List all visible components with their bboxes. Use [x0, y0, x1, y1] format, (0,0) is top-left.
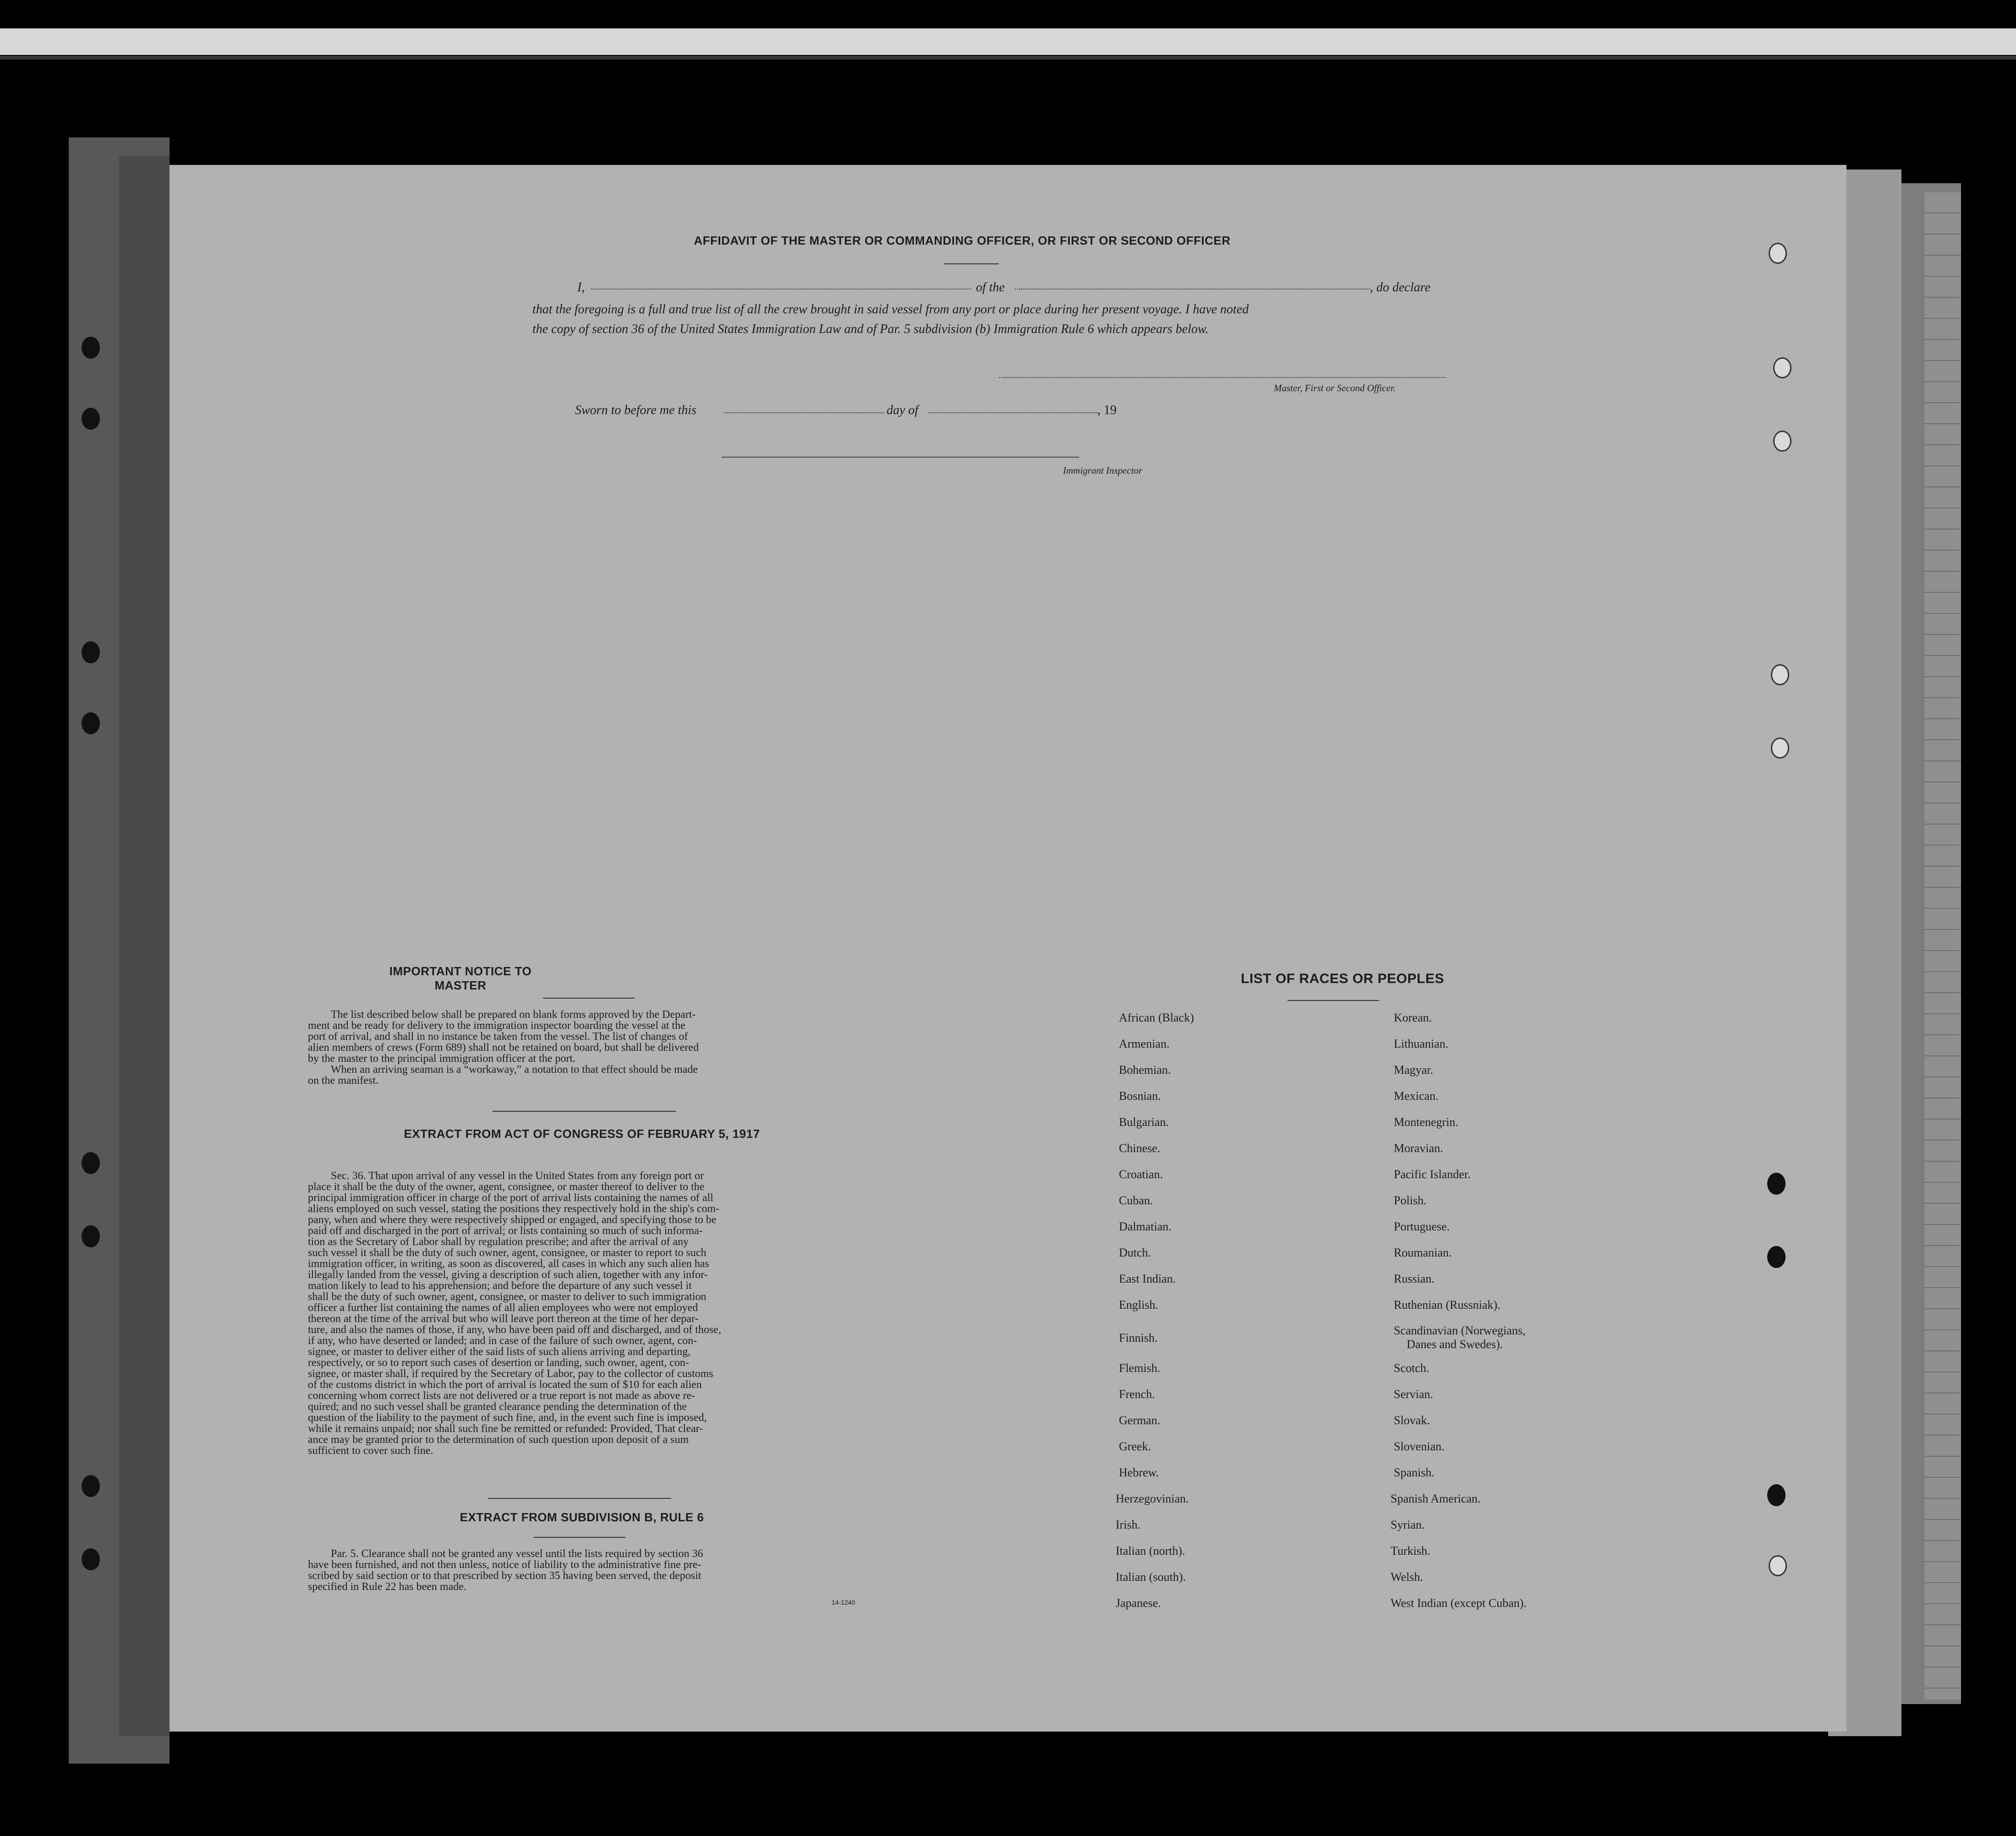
- race-item: Scotch.: [1394, 1361, 1430, 1375]
- page-hole: [1773, 431, 1791, 452]
- inspector-signature-label: Immigrant Inspector: [1063, 465, 1143, 476]
- section-36-line: thereon at the time of the arrival but who will leave port thereon at the time of her depar-: [308, 1313, 699, 1325]
- divider: [543, 998, 635, 999]
- affidavit-title: AFFIDAVIT OF THE MASTER OR COMMANDING OFFICER, OR FIRST OR SECOND OFFICER: [694, 234, 1231, 247]
- master-signature-line[interactable]: [999, 377, 1446, 378]
- form-code: 14-1240: [832, 1599, 855, 1606]
- section-36-line: while it remains unpaid; nor shall such fine be remitted or refunded: Provided, That clear-: [308, 1423, 703, 1435]
- section-36-line: ture, and also the names of those, if any, who have been paid off and discharged, and of those,: [308, 1324, 721, 1336]
- divider: [488, 1498, 671, 1499]
- day-of-label: day of: [887, 403, 919, 417]
- race-item: Italian (north).: [1116, 1544, 1185, 1557]
- section-36-line: officer a further list containing the names of all alien employees who were not employed: [308, 1302, 698, 1314]
- divider: [944, 263, 999, 264]
- section-36-line: aliens employed on such vessel, stating the positions they respectively hold in the ship's com-: [308, 1203, 720, 1215]
- page-hole: [1767, 1484, 1786, 1506]
- section-36-line: if any, who have deserted or landed; and in case of the failure of such owner, agent, con-: [308, 1335, 697, 1347]
- section-36-line: Sec. 36. That upon arrival of any vessel in the United States from any foreign port or: [331, 1170, 704, 1182]
- section-36-line: paid off and discharged in the port of arrival; or lists containing so much of such informa-: [308, 1225, 703, 1237]
- divider: [1287, 1000, 1379, 1001]
- notice-line: When an arriving seaman is a “workaway,” a notation to that effect should be made: [331, 1064, 698, 1076]
- section-36-line: quired; and no such vessel shall be granted clearance pending the determination of the: [308, 1401, 687, 1413]
- section-36-line: tion as the Secretary of Labor shall by regulation prescribe; and after the arrival of any: [308, 1236, 689, 1248]
- race-item: Cuban.: [1119, 1194, 1153, 1207]
- rule-6-line: specified in Rule 22 has been made.: [308, 1581, 466, 1593]
- section-36-line: immigration officer, in writing, as soon as discovered, all cases in which any such alien has: [308, 1258, 709, 1270]
- race-item: Chinese.: [1119, 1142, 1161, 1155]
- race-item: Bosnian.: [1119, 1089, 1161, 1103]
- section-36-line: concerning whom correct lists are not delivered or a true report is not made as above re-: [308, 1390, 696, 1402]
- race-item: Welsh.: [1391, 1570, 1423, 1584]
- race-item: Greek.: [1119, 1440, 1151, 1453]
- race-item: Servian.: [1394, 1388, 1433, 1401]
- race-item: Pacific Islander.: [1394, 1168, 1471, 1181]
- scanner-top-bar: [0, 28, 2016, 55]
- section-36-line: pany, when and where they were respectively shipped or engaged, and specifying those to be: [308, 1214, 717, 1226]
- inspector-signature-line[interactable]: [722, 457, 1079, 458]
- section-36-line: ance may be granted prior to the determination of such question upon deposit of a sum: [308, 1434, 689, 1446]
- section-36-line: place it shall be the duty of the owner, agent, consignee, or master thereof to deliver to the: [308, 1181, 705, 1193]
- page-hole: [1771, 738, 1789, 759]
- binder-hole: [82, 641, 100, 663]
- race-item: Turkish.: [1391, 1544, 1430, 1557]
- race-item: West Indian (except Cuban).: [1391, 1596, 1527, 1610]
- race-item: Japanese.: [1116, 1596, 1161, 1610]
- notice-line: port of arrival, and shall in no instance be taken from the vessel. The list of changes of: [308, 1031, 688, 1043]
- race-item: Flemish.: [1119, 1361, 1161, 1375]
- race-item: African (Black): [1119, 1011, 1194, 1024]
- race-item: Roumanian.: [1394, 1246, 1452, 1259]
- section-36-line: sufficient to cover such fine.: [308, 1445, 433, 1457]
- race-item: Finnish.: [1119, 1331, 1158, 1344]
- rule-6-text: [308, 1548, 860, 1592]
- race-item: French.: [1119, 1388, 1155, 1401]
- page-hole: [1769, 1555, 1787, 1576]
- race-item: Portuguese.: [1394, 1220, 1450, 1233]
- section-36-line: of the customs district in which the port of arrival is located the sum of $10 for each alien: [308, 1379, 702, 1391]
- race-item: Spanish American.: [1391, 1492, 1481, 1505]
- race-item: Magyar.: [1394, 1063, 1433, 1076]
- section-36-line: principal immigration officer in charge of the port of arrival lists containing the names of all: [308, 1192, 713, 1204]
- race-item: East Indian.: [1119, 1272, 1176, 1285]
- affidavit-declare: , do declare: [1370, 280, 1430, 295]
- binder-hole: [82, 1475, 100, 1497]
- race-item: Bulgarian.: [1119, 1115, 1169, 1129]
- section-36-line: such vessel it shall be the duty of such owner, agent, consignee, or master to report to such: [308, 1247, 707, 1259]
- extract-act-title: EXTRACT FROM ACT OF CONGRESS OF FEBRUARY 5, 1917: [404, 1127, 760, 1141]
- section-36-line: signee, or master to deliver either of the said lists of such aliens arriving and departing,: [308, 1346, 691, 1358]
- race-item: Slovak.: [1394, 1414, 1430, 1427]
- divider: [493, 1111, 676, 1112]
- binder-hole: [82, 408, 100, 430]
- binder-hole: [82, 1225, 100, 1247]
- race-item: German.: [1119, 1414, 1161, 1427]
- race-item: Slovenian.: [1394, 1440, 1445, 1453]
- affidavit-of-the: of the: [976, 280, 1005, 295]
- binder-edge: [119, 156, 170, 1736]
- race-item: Hebrew.: [1119, 1466, 1159, 1479]
- name-blank[interactable]: [591, 289, 971, 290]
- sworn-day-blank[interactable]: [724, 412, 884, 413]
- year-label: , 19: [1097, 403, 1117, 417]
- extract-rule-title: EXTRACT FROM SUBDIVISION B, RULE 6: [460, 1510, 704, 1524]
- notice-line: alien members of crews (Form 689) shall not be retained on board, but shall be delivered: [308, 1042, 699, 1054]
- notice-line: on the manifest.: [308, 1075, 378, 1087]
- notice-line: ment and be ready for delivery to the immigration inspector boarding the vessel at the: [308, 1020, 685, 1032]
- race-item: Spanish.: [1394, 1466, 1435, 1479]
- section-36-line: signee, or master shall, if required by the Secretary of Labor, pay to the collector of customs: [308, 1368, 713, 1380]
- scanner-top-edge: [0, 56, 2016, 60]
- race-item: Herzegovinian.: [1116, 1492, 1189, 1505]
- race-item: Lithuanian.: [1394, 1037, 1449, 1050]
- notice-line: by the master to the principal immigration officer at the port.: [308, 1053, 576, 1065]
- divider: [534, 1537, 625, 1538]
- race-item: Korean.: [1394, 1011, 1432, 1024]
- affidavit-text-line: the copy of section 36 of the United States Immigration Law and of Par. 5 subdivision (b) Immigration Rule 6 which appears below.: [532, 322, 1209, 336]
- section-36-line: respectively, or so to report such cases of desertion or landing, such owner, agent, con-: [308, 1357, 689, 1369]
- rule-6-line: have been furnished, and not then unless, notice of liability to the administrative fine pre-: [308, 1559, 701, 1571]
- race-item: English.: [1119, 1298, 1158, 1311]
- binder-hole: [82, 712, 100, 734]
- page-hole: [1767, 1246, 1786, 1268]
- page-hole: [1773, 357, 1791, 378]
- race-item: Dalmatian.: [1119, 1220, 1172, 1233]
- affidavit-text-line: that the foregoing is a full and true list of all the crew brought in said vessel from any port or place during her present voyage. I have noted: [532, 302, 1249, 317]
- notice-title: IMPORTANT NOTICE TO MASTER: [389, 964, 532, 992]
- master-signature-label: Master, First or Second Officer.: [1274, 382, 1396, 393]
- race-item: Dutch.: [1119, 1246, 1151, 1259]
- section-36-line: illegally landed from the vessel, giving a description of such alien, together with any infor-: [308, 1269, 708, 1281]
- rule-6-line: scribed by said section or to that prescribed by section 35 having been served, the deposit: [308, 1570, 701, 1582]
- race-item: Scandinavian (Norwegians,: [1394, 1324, 1526, 1337]
- section-36-line: shall be the duty of such owner, agent, consignee, or master to deliver to such immigration: [308, 1291, 707, 1303]
- ledger-edge: [1924, 192, 1961, 1699]
- race-item: Croatian.: [1119, 1168, 1163, 1181]
- section-36-line: mation likely to lead to his apprehension; and before the departure of any such vessel it: [308, 1280, 692, 1292]
- page-hole: [1769, 243, 1787, 264]
- binder-hole: [82, 337, 100, 359]
- section-36-text: [308, 1170, 860, 1456]
- race-item: Ruthenian (Russniak).: [1394, 1298, 1501, 1311]
- notice-line: The list described below shall be prepared on blank forms approved by the Depart-: [331, 1009, 696, 1021]
- affidavit-i: I,: [577, 280, 585, 295]
- rule-6-line: Par. 5. Clearance shall not be granted any vessel until the lists required by section 36: [331, 1548, 703, 1560]
- manifest-page: [170, 165, 1846, 1732]
- race-item: Syrian.: [1391, 1518, 1425, 1531]
- sworn-month-blank[interactable]: [928, 412, 1097, 413]
- vessel-blank[interactable]: [1015, 289, 1370, 290]
- race-item: Armenian.: [1119, 1037, 1170, 1050]
- races-title: LIST OF RACES OR PEOPLES: [1241, 971, 1444, 986]
- notice-text: [308, 1009, 860, 1086]
- page-hole: [1771, 664, 1789, 685]
- race-item: Irish.: [1116, 1518, 1141, 1531]
- race-item: Danes and Swedes).: [1407, 1338, 1503, 1351]
- binder-hole: [82, 1152, 100, 1174]
- binder-hole: [82, 1548, 100, 1570]
- race-item: Mexican.: [1394, 1089, 1439, 1103]
- race-item: Moravian.: [1394, 1142, 1443, 1155]
- sworn-label: Sworn to before me this: [575, 403, 696, 417]
- section-36-line: question of the liability to the payment of such fine, and, in the event such fine is imposed,: [308, 1412, 707, 1424]
- race-item: Montenegrin.: [1394, 1115, 1458, 1129]
- race-item: Russian.: [1394, 1272, 1435, 1285]
- race-item: Italian (south).: [1116, 1570, 1186, 1584]
- race-item: Polish.: [1394, 1194, 1427, 1207]
- race-item: Bohemian.: [1119, 1063, 1171, 1076]
- page-hole: [1767, 1173, 1786, 1195]
